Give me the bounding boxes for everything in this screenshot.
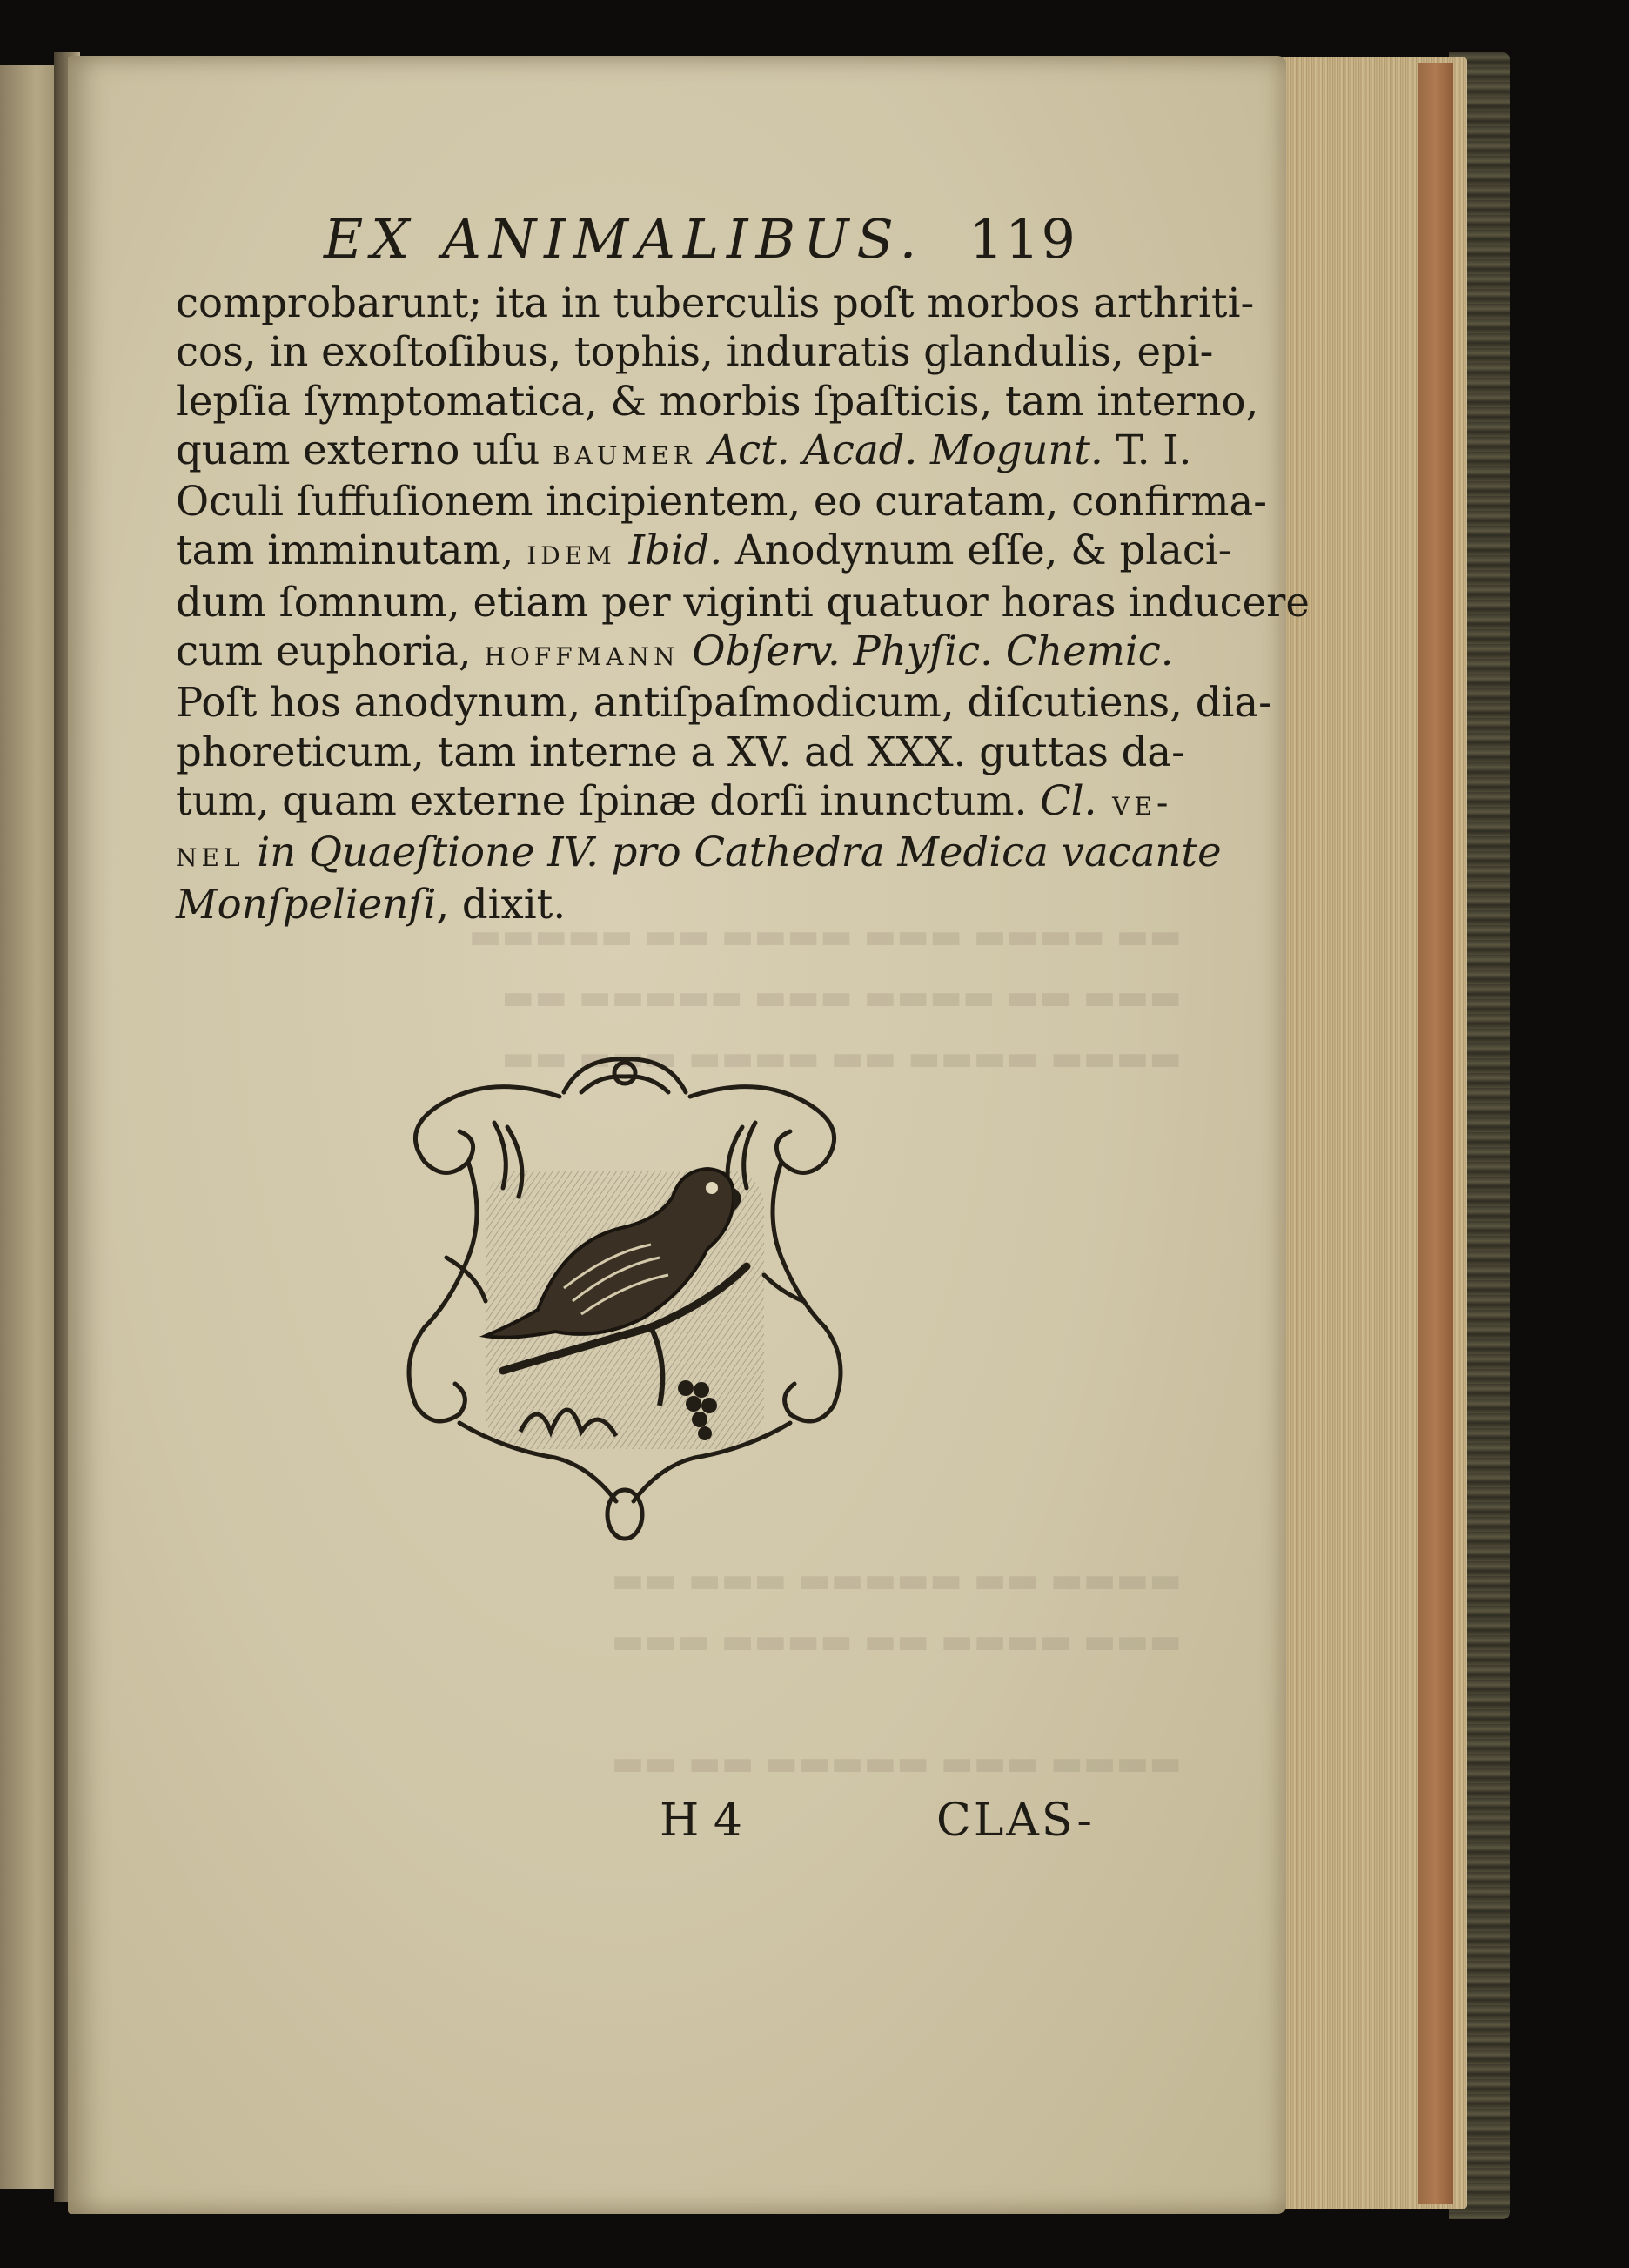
text-segment: tam imminutam,	[176, 527, 527, 574]
previous-page-edge	[0, 65, 61, 2189]
text-segment: tum, quam externe ſpinæ dorſi inunctum.	[176, 776, 1041, 824]
text-line	[176, 477, 1267, 526]
page-header	[324, 207, 1077, 271]
text-line	[176, 278, 1255, 327]
text-line	[176, 828, 1222, 879]
text-segment: nel	[176, 835, 245, 876]
text-segment: cum euphoria,	[176, 627, 485, 675]
text-segment: idem	[526, 533, 616, 574]
text-segment: , dixit.	[436, 880, 566, 928]
text-line	[176, 880, 1102, 929]
text-segment: ve-	[1096, 782, 1173, 823]
text-segment: Anodynum eſſe, & placi-	[722, 527, 1232, 574]
text-segment	[245, 829, 258, 876]
text-line	[176, 327, 1214, 376]
book-page: ▬▬ ▬▬▬▬ ▬▬▬ ▬▬▬▬ ▬▬ ▬▬▬▬▬ ▬▬▬ ▬▬ ▬▬▬▬ ▬▬▬ ▬▬▬▬▬ ▬▬ ▬▬▬▬ ▬▬▬▬ ▬▬ ▬▬▬▬ ▬▬▬ ▬▬ ▬▬▬▬ ▬▬ ▬▬▬▬▬ ▬▬▬ ▬▬ ▬▬▬ ▬▬▬▬ ▬▬ ▬▬▬▬ ▬▬▬ ▬▬▬▬ ▬▬▬ ▬▬▬▬▬ ▬▬ ▬▬	[68, 56, 1286, 2214]
text-segment	[680, 627, 693, 674]
text-segment: Ibid.	[628, 527, 723, 574]
text-segment	[696, 426, 709, 473]
text-segment: dum ſomnum, etiam per viginti quatuor horas inducere	[176, 578, 1310, 626]
signature-mark: H 4	[660, 1795, 742, 1847]
text-line	[176, 678, 1272, 727]
text-segment: T. I.	[1103, 426, 1192, 473]
text-segment: Oculi ſuffuſionem incipientem, eo curatam, confirma-	[176, 478, 1267, 526]
text-segment: quam externo uſu	[176, 426, 553, 473]
text-segment: Act. Acad. Mogunt.	[708, 426, 1103, 473]
text-line	[176, 728, 1185, 776]
show-through-texture: ▬▬ ▬▬▬▬ ▬▬▬ ▬▬▬▬ ▬▬ ▬▬▬▬▬	[468, 916, 1182, 956]
text-segment: Cl.	[1040, 776, 1097, 824]
page-number: 119	[969, 207, 1077, 271]
text-segment	[616, 527, 629, 574]
bird-cartouche-woodcut-icon	[364, 1040, 886, 1545]
text-line	[176, 627, 1174, 678]
text-line	[176, 526, 1232, 577]
text-line	[176, 578, 1310, 627]
text-segment: cos, in exoſtoſibus, tophis, induratis glandulis, epi-	[176, 328, 1214, 376]
text-line	[176, 776, 1173, 828]
text-segment: in Quaeſtione IV. pro Cathedra Medica vacante	[257, 829, 1222, 876]
page-footer	[660, 1795, 1095, 1855]
text-segment: Monſpelienſi	[176, 880, 437, 928]
text-line	[176, 426, 1192, 477]
text-line	[176, 377, 1259, 426]
running-head: EX ANIMALIBUS.	[324, 207, 925, 271]
text-segment: hoffmann	[484, 634, 680, 674]
text-segment: Obſerv. Phyſic. Chemic.	[692, 627, 1174, 675]
catchword: CLAS-	[936, 1795, 1095, 1847]
text-segment: Poſt hos anodynum, antiſpaſmodicum, diſcutiens, dia-	[176, 679, 1272, 727]
text-segment: comprobarunt; ita in tuberculis poſt morbos arthriti-	[176, 279, 1255, 326]
text-segment: phoreticum, tam interne a XV. ad XXX. guttas da-	[176, 728, 1185, 775]
text-segment: baumer	[553, 432, 696, 473]
body-paragraph	[176, 278, 1310, 929]
page-block-stained-edge	[1418, 63, 1453, 2204]
text-segment: lepſia ſymptomatica, & morbis ſpaſticis, tam interno,	[176, 377, 1259, 425]
